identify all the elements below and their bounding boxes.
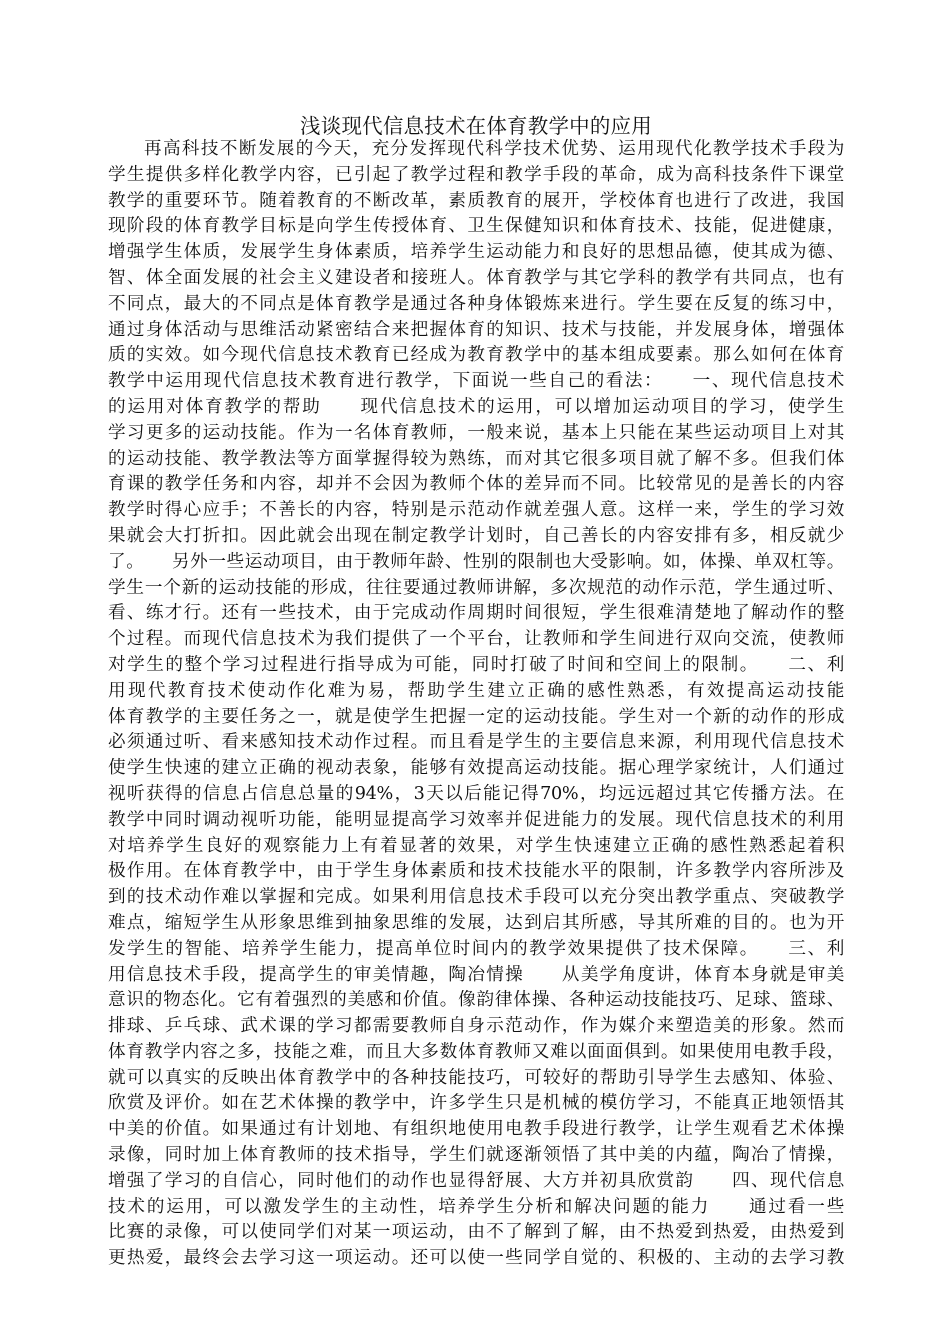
body-text-line: 教学的重要环节。随着教育的不断改革，素质教育的展开，学校体育也进行了改进，我国 [108,190,844,211]
body-text-line: 体育教学的主要任务之一，就是使学生把握一定的运动技能。学生对一个新的动作的形成 [108,706,844,727]
body-text-line: 果就会大打折扣。因此就会出现在制定教学计划时，自己善长的内容安排有多，相反就少 [108,525,844,546]
body-text-line: 技术的运用，可以激发学生的主动性，培养学生分析和解决问题的能力 通过看一些 [108,1196,844,1217]
body-text-line: 用信息技术手段，提高学生的审美情趣，陶冶情操 从美学角度讲，体育本身就是审美 [108,964,844,985]
body-text-line: 学生一个新的运动技能的形成，往往要通过教师讲解，多次规范的动作示范，学生通过听、 [108,577,844,598]
body-text-line: 到的技术动作难以掌握和完成。如果利用信息技术手段可以充分突出教学重点、突破教学 [108,887,844,908]
document-title: 浅谈现代信息技术在体育教学中的应用 [300,114,652,138]
body-text-line: 增强了学习的自信心，同时他们的动作也显得舒展、大方并初具欣赏韵 四、现代信息 [108,1170,844,1191]
body-text-line: 教学中运用现代信息技术教育进行教学，下面说一些自己的看法： 一、现代信息技术 [108,371,844,392]
body-text-line: 排球、乒乓球、武术课的学习都需要教师自身示范动作，作为媒介来塑造美的形象。然而 [108,1016,844,1037]
body-text-line: 的运用对体育教学的帮助 现代信息技术的运用，可以增加运动项目的学习，使学生 [108,396,844,417]
body-text-line: 对培养学生良好的观察能力上有着显著的效果，对学生快速建立正确的感性熟悉起着积 [108,835,844,856]
body-text-line: 看、练才行。还有一些技术，由于完成动作周期时间很短，学生很难清楚地了解动作的整 [108,603,844,624]
body-text-line: 必须通过听、看来感知技术动作过程。而且看是学生的主要信息来源，利用现代信息技术 [108,732,844,753]
body-text-line: 欣赏及评价。如在艺术体操的教学中，许多学生只是机械的模仿学习，不能真正地领悟其 [108,1093,844,1114]
body-text-line: 育课的教学任务和内容，却并不会因为教师个体的差异而不同。比较常见的是善长的内容 [108,474,844,495]
body-text-line: 现阶段的体育教学目标是向学生传授体育、卫生保健知识和体育技术、技能，促进健康， [108,216,844,237]
document-page [108,112,844,1272]
body-text-line: 质的实效。如今现代信息技术教育已经成为教育教学中的基本组成要素。那么如何在体育 [108,345,844,366]
body-text-line: 录像，同时加上体育教师的技术指导，学生们就逐渐领悟了其中美的内蕴，陶冶了情操， [108,1145,844,1166]
body-text-line: 个过程。而现代信息技术为我们提供了一个平台，让教师和学生间进行双向交流，使教师 [108,629,844,650]
body-text-line: 就可以真实的反映出体育教学中的各种技能技巧，可较好的帮助引导学生去感知、体验、 [108,1067,844,1088]
body-text-line: 体育教学内容之多，技能之难，而且大多数体育教师又难以面面俱到。如果使用电教手段， [108,1041,844,1062]
body-text-line: 对学生的整个学习过程进行指导成为可能，同时打破了时间和空间上的限制。 二、利 [108,654,844,675]
body-text-line: 教学时得心应手；不善长的内容，特别是示范动作就差强人意。这样一来，学生的学习效 [108,500,844,521]
body-text-line: 难点，缩短学生从形象思维到抽象思维的发展，达到启其所感，导其所难的目的。也为开 [108,912,844,933]
body-text-line: 极作用。在体育教学中，由于学生身体素质和技术技能水平的限制，许多教学内容所涉及 [108,861,844,882]
body-text-line: 的运动技能、教学教法等方面掌握得较为熟练，而对其它很多项目就了解不多。但我们体 [108,448,844,469]
body-text-line: 发学生的智能、培养学生能力，提高单位时间内的教学效果提供了技术保障。 三、利 [108,938,844,959]
body-text-line: 中美的价值。如果通过有计划地、有组织地使用电教手段进行教学，让学生观看艺术体操 [108,1119,844,1140]
body-text-line: 意识的物态化。它有着强烈的美感和价值。像韵律体操、各种运动技能技巧、足球、篮球、 [108,990,844,1011]
body-text-line: 智、体全面发展的社会主义建设者和接班人。体育教学与其它学科的教学有共同点，也有 [108,267,844,288]
body-text-line: 教学中同时调动视听功能，能明显提高学习效率并促进能力的发展。现代信息技术的利用 [108,809,844,830]
body-text-line: 了。 另外一些运动项目，由于教师年龄、性别的限制也大受影响。如，体操、单双杠等。 [108,551,844,572]
body-text-line: 比赛的录像，可以使同学们对某一项运动，由不了解到了解，由不热爱到热爱，由热爱到 [108,1222,844,1243]
body-text-line: 增强学生体质，发展学生身体素质，培养学生运动能力和良好的思想品德，使其成为德、 [108,242,844,263]
body-text-line: 学生提供多样化教学内容，已引起了教学过程和教学手段的革命，成为高科技条件下课堂 [108,164,844,185]
body-text-line: 使学生快速的建立正确的视动表象，能够有效提高运动技能。据心理学家统计，人们通过 [108,758,844,779]
body-text-line: 学习更多的运动技能。作为一名体育教师，一般来说，基本上只能在某些运动项目上对其 [108,422,844,443]
document-body [108,137,844,1272]
body-text-line: 更热爱，最终会去学习这一项运动。还可以使一些同学自觉的、积极的、主动的去学习教 [108,1248,844,1269]
body-text-line: 通过身体活动与思维活动紧密结合来把握体育的知识、技术与技能，并发展身体，增强体 [108,319,844,340]
body-text-line: 视听获得的信息占信息总量的94%，3天以后能记得70%，均远远超过其它传播方法。在 [108,783,844,804]
body-text-line: 用现代教育技术使动作化难为易，帮助学生建立正确的感性熟悉，有效提高运动技能 [108,680,844,701]
body-text-line: 不同点，最大的不同点是体育教学是通过各种身体锻炼来进行。学生要在反复的练习中， [108,293,844,314]
body-text-line: 再高科技不断发展的今天，充分发挥现代科学技术优势、运用现代化教学技术手段为 [144,139,844,159]
